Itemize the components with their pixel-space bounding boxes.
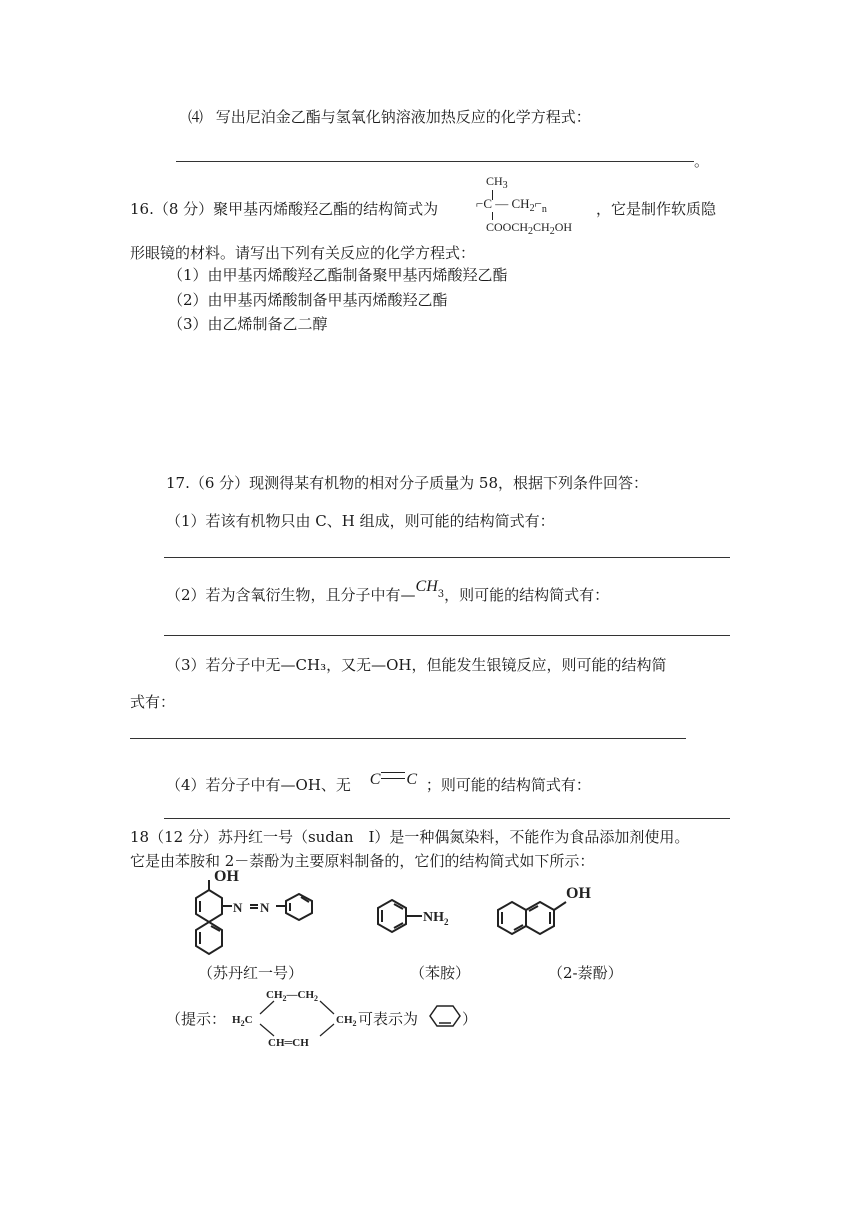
q17-title: 17.（6 分）现测得某有机物的相对分子质量为 58，根据下列条件回答： [166,474,649,492]
hint-end: ） [462,1010,478,1028]
q16-formula-bottom: $COOCH_2CH_2OH$ [486,220,573,237]
q18-line2: 它是由苯胺和 2－萘酚为主要原料制备的，它们的结构简式如下所示： [130,852,595,870]
q17-item3-line2: 式有： [130,693,176,711]
svg-text:H2C: $H_2C$ [232,1014,253,1028]
naphthol-structure [492,880,602,944]
hint-middle: 可表示为 [358,1010,419,1028]
q17-answer-line-4[interactable] [164,818,730,819]
cyclohexene-structure [232,986,362,1052]
q16-item1: （1）由甲基丙烯酸羟乙酯制备聚甲基丙烯酸羟乙酯 [168,266,508,284]
q17-item2-sub: 3 [437,589,445,600]
q18-line1: 18（12 分）苏丹红一号（sudan Ⅰ）是一种偶氮染料，不能作为食品添加剂使用。 [130,828,690,846]
q16-formula-n: n [541,204,547,215]
hint-prefix: （提示： [166,1010,227,1028]
double-bond-icon [381,772,405,779]
q16-formula-top: $CH_3$ [486,174,508,191]
q17-item4-post: ；则可能的结构简式有： [425,776,591,794]
aniline-nh2-label: $NH_2$ [423,910,449,927]
cyclohexene-icon [428,1004,462,1028]
q16-formula-main: ⌐C — $CH_2⌐_n$ [476,196,547,215]
q16-prefix: 16.（8 分）聚甲基丙烯酸羟乙酯的结构简式为 [130,200,439,218]
q17-item4-c1: C [369,771,381,788]
q15-blank-end: 。 [694,152,710,170]
q16-item2: （2）由甲基丙烯酸制备甲基丙烯酸羟乙酯 [168,291,448,309]
svg-text:N: N [260,900,270,915]
q17-item4 [166,771,591,795]
q16-formula [476,172,602,238]
q17-answer-line-3[interactable] [130,738,686,739]
q15-item4-marker: ⑷ [188,108,204,126]
svg-text:N: N [233,900,243,915]
sudan-i-structure [178,868,338,960]
svg-text:CH2: $CH_2$ [336,1014,357,1028]
q16-item3: （3）由乙烯制备乙二醇 [168,315,328,333]
svg-text:CH2—CH2: $CH_2—CH_2$ [266,989,318,1003]
naphthol-oh-label: OH [566,885,591,902]
q15-answer-line[interactable] [176,161,694,162]
q16-formula-bond-bottom [492,212,493,220]
q15-item4-text: 写出尼泊金乙酯与氢氧化钠溶液加热反应的化学方程式： [215,108,591,126]
svg-text:CH═CH: CH═CH [268,1037,309,1049]
q17-item4-formula [370,770,417,789]
caption-aniline: （苯胺） [410,964,471,982]
q17-item1: （1）若该有机物只由 C、H 组成，则可能的结构简式有： [166,512,555,530]
q17-item4-pre: （4）若分子中有—OH、无 [166,776,351,794]
caption-naphthol: （2-萘酚） [548,964,623,982]
q17-item3-line1: （3）若分子中无—CH₃，又无—OH，但能发生银镜反应，则可能的结构简 [166,656,667,674]
caption-sudan: （苏丹红一号） [198,964,304,982]
q16-suffix: ，它是制作软质隐 [596,200,717,218]
q17-item2-post: ，则可能的结构简式有： [444,586,610,604]
q16-line2: 形眼镜的材料。请写出下列有关反应的化学方程式： [130,244,476,262]
q15-item4 [188,106,591,127]
q17-item2-ch: CH [415,578,438,595]
aniline-structure [372,896,468,940]
q17-item2-pre: （2）若为含氧衍生物，且分子中有— [166,586,416,604]
q17-item4-c2: C [406,771,418,788]
q17-answer-line-1[interactable] [164,557,730,558]
q17-answer-line-2[interactable] [164,635,730,636]
q17-item2 [166,578,610,606]
sudan-oh-label: OH [214,868,239,885]
